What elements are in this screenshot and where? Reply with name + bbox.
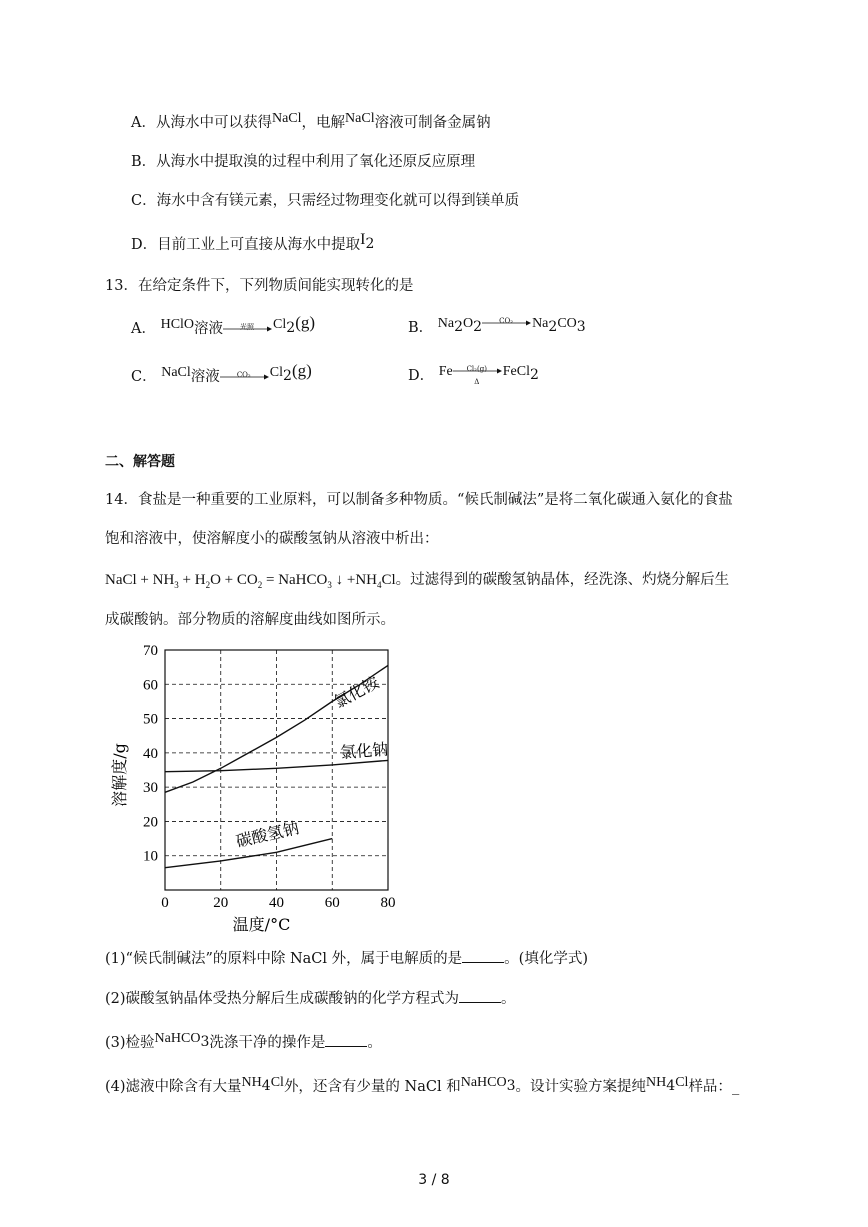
solubility-chart (100, 640, 410, 940)
q14-line2 (105, 529, 439, 549)
formula-nacl: NaCl (345, 111, 375, 126)
formula-subscript: 3 (200, 1033, 210, 1050)
reaction-arrow (223, 320, 273, 338)
formula-subscript: 3 (576, 318, 586, 335)
question-text: 。过滤得到的碳酸氢钠晶体，经洗涤、灼烧分解后生 (395, 572, 730, 588)
option-label: A． (131, 321, 156, 337)
y-tick-label: 60 (143, 677, 158, 694)
q12-option-a (131, 113, 491, 134)
q14-sub1 (105, 948, 588, 969)
option-text: ，电解 (301, 115, 346, 131)
q14-equation-line (105, 570, 729, 595)
product: Cl (273, 317, 287, 332)
q14-sub2 (105, 988, 516, 1009)
x-axis-label: 温度/°C (232, 915, 291, 934)
option-text: 海水中含有镁元素，只需经过物理变化就可以得到镁单质 (156, 193, 520, 209)
q13-option-d (408, 366, 539, 390)
formula-subscript: 2 (283, 367, 292, 384)
section-heading (105, 452, 175, 472)
question-text: 。(填化学式) (504, 951, 588, 967)
arrow-icon (220, 374, 270, 380)
q13-option-b (408, 318, 586, 342)
formula-subscript: 4 (261, 1077, 271, 1094)
question-text: 饱和溶液中，使溶解度小的碳酸氢钠从溶液中析出： (105, 531, 439, 547)
question-text: 。 (501, 991, 516, 1007)
q14-sub3 (105, 1032, 382, 1057)
q12-option-b (131, 152, 475, 172)
page-number (0, 1172, 868, 1188)
series-label-0: 氯化铵 (330, 672, 383, 712)
q14-line1 (105, 490, 733, 510)
question-text: (2)碳酸氢钠晶体受热分解后生成碳酸钠的化学方程式为 (105, 991, 460, 1007)
option-text: 从海水中可以获得 (155, 115, 272, 131)
answer-blank[interactable] (462, 948, 504, 963)
formula-nahco3: NaHCO (460, 1075, 507, 1090)
arrow-condition: Cl₂(g) (466, 365, 487, 373)
question-stem: 13．在给定条件下，下列物质间能实现转化的是 (105, 278, 414, 294)
reaction-equation: NaCl + $NH_3 + H_2O + CO_2$ = NaHCO$_3$ ↓ $+NH_4Cl$ (105, 572, 396, 590)
product: Na (532, 316, 549, 331)
q13-stem (105, 276, 413, 296)
option-label: A． (131, 115, 156, 131)
formula-nh4cl: Cl (270, 1075, 284, 1090)
y-tick-label: 40 (143, 745, 158, 762)
question-text: (1)“候氏制碱法”的原料中除 NaCl 外，属于电解质的是 (105, 951, 463, 967)
arrow-condition: CO₂ (499, 317, 514, 325)
reactant: Na (437, 316, 455, 331)
question-text: 14．食盐是一种重要的工业原料，可以制备多种物质。“候氏制碱法”是将二氧化碳通入氨化的食盐 (105, 492, 733, 508)
question-text: 洗涤干净的操作是 (209, 1035, 326, 1051)
question-text: 样品： (688, 1079, 732, 1095)
x-tick-label: 20 (213, 895, 229, 911)
formula-subscript: 2 (529, 366, 539, 383)
product: CO (557, 316, 577, 331)
question-text: (4)滤液中除含有大量 (105, 1079, 242, 1095)
question-text: 成碳酸钠。部分物质的溶解度曲线如图所示。 (105, 612, 395, 628)
option-label: B． (131, 154, 157, 170)
x-tick-label: 0 (161, 895, 169, 911)
formula-subscript: 2 (365, 235, 375, 252)
formula-nh4cl: NH (241, 1075, 262, 1090)
y-tick-label: 70 (143, 643, 158, 659)
section-title: 二、解答题 (105, 454, 175, 470)
question-text: 外，还含有少量的 NaCl 和 (283, 1079, 461, 1095)
q12-option-c (131, 191, 519, 211)
arrow-condition: 光照 (240, 323, 255, 331)
x-tick-label: 40 (269, 895, 284, 911)
option-label: D． (131, 237, 158, 253)
option-text: 溶液可制备金属钠 (374, 115, 491, 131)
answer-blank[interactable]: _ (731, 1079, 740, 1095)
reaction-arrow (220, 368, 270, 386)
solvent: 溶液 (194, 321, 224, 337)
question-text: (3)检验 (105, 1035, 155, 1051)
reactant: O (463, 316, 474, 331)
formula-subscript: 2 (473, 318, 483, 335)
reactant: NaCl (161, 365, 191, 380)
arrow-icon (453, 368, 503, 374)
y-tick-label: 10 (143, 848, 158, 865)
formula-subscript: 2 (548, 318, 558, 335)
product: Cl (269, 365, 284, 380)
y-axis-label: 溶解度/g (110, 743, 129, 807)
q12-option-d (131, 231, 375, 259)
state-label: (g) (295, 313, 316, 332)
option-text: 目前工业上可直接从海水中提取 (157, 237, 361, 253)
question-text: 。设计实验方案提纯 (515, 1079, 647, 1095)
x-tick-label: 60 (324, 895, 340, 911)
answer-blank[interactable] (325, 1032, 367, 1047)
reactant: HClO (160, 317, 195, 332)
y-tick-label: 50 (143, 711, 158, 728)
page-number-text: 3 / 8 (418, 1172, 450, 1188)
formula-nh4cl: Cl (675, 1075, 689, 1090)
formula-subscript: 4 (666, 1077, 676, 1094)
arrow-icon (482, 320, 532, 326)
reactant: Fe (438, 364, 453, 379)
answer-blank[interactable] (459, 988, 501, 1003)
q13-option-a (131, 313, 316, 343)
formula-nh4cl: NH (646, 1075, 667, 1090)
q14-sub4 (105, 1077, 739, 1101)
formula-nahco3: NaHCO (154, 1031, 201, 1046)
x-tick-label: 80 (380, 895, 396, 911)
option-text: 从海水中提取溴的过程中利用了氧化还原反应原理 (156, 154, 476, 170)
state-label: (g) (291, 361, 312, 380)
solvent: 溶液 (190, 369, 220, 385)
product: FeCl (502, 364, 530, 379)
formula-i2: I (360, 231, 366, 248)
formula-subscript: 2 (454, 318, 464, 335)
option-label: D． (408, 368, 435, 384)
formula-nacl: NaCl (271, 111, 302, 126)
y-tick-label: 20 (143, 814, 158, 831)
arrow-condition: CO₂ (236, 371, 251, 379)
series-label-2: 碳酸氢钠 (234, 818, 301, 852)
series-label-1: 氯化钠 (339, 739, 389, 762)
option-label: B． (408, 320, 434, 336)
reaction-arrow (482, 314, 532, 332)
arrow-icon (223, 326, 273, 332)
formula-subscript: 2 (286, 319, 296, 336)
q13-option-c (131, 361, 312, 391)
reaction-arrow (453, 362, 503, 386)
y-tick-label: 30 (143, 780, 158, 797)
option-label: C． (131, 369, 157, 385)
q14-line4 (105, 610, 395, 630)
arrow-condition-heat: Δ (474, 378, 480, 386)
question-text: 。 (367, 1035, 382, 1051)
option-label: C． (131, 193, 157, 209)
formula-subscript: 3 (506, 1077, 516, 1094)
